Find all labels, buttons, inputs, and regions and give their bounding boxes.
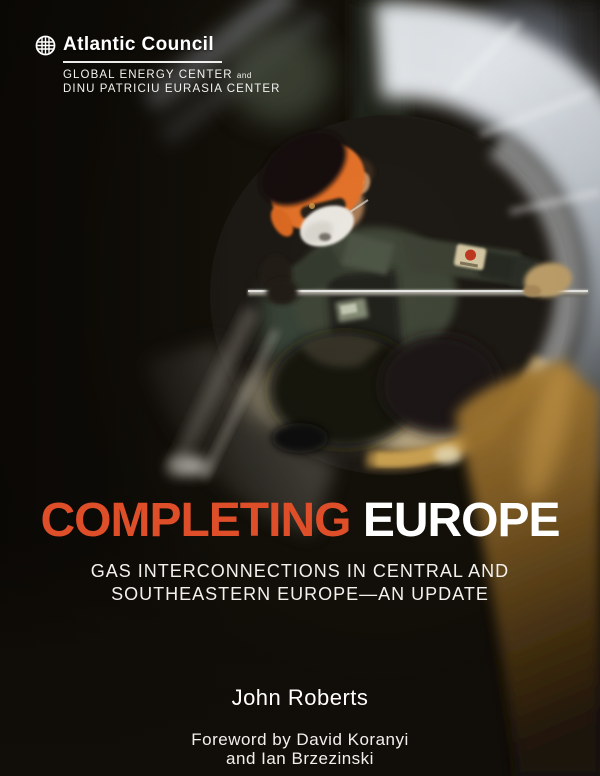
logo-divider — [63, 61, 222, 63]
subtitle-line-2: SOUTHEASTERN EUROPE—AN UPDATE — [111, 584, 489, 604]
subtitle-line-1: GAS INTERCONNECTIONS IN CENTRAL AND — [90, 561, 510, 581]
org-name: Atlantic Council — [63, 34, 215, 55]
author-name: John Roberts — [231, 685, 369, 710]
foreword-line-1: Foreword by David Koranyi — [191, 730, 409, 749]
foreword-line-2: and Ian Brzezinski — [226, 749, 374, 768]
title-word-completing: COMPLETING — [40, 494, 351, 547]
report-title — [0, 494, 600, 547]
title-word-europe: EUROPE — [362, 494, 560, 547]
logo-row — [35, 34, 281, 56]
globe-icon — [35, 35, 56, 56]
report-subtitle — [0, 560, 600, 606]
logo-block — [35, 34, 281, 96]
center-line-2: DINU PATRICIU EURASIA CENTER — [63, 82, 281, 95]
foreword — [0, 730, 600, 768]
center-line-1-text: GLOBAL ENERGY CENTER — [63, 69, 233, 81]
center-line-1 — [63, 69, 281, 83]
center-line-1-and: and — [236, 71, 252, 80]
logo-centers — [63, 69, 281, 96]
